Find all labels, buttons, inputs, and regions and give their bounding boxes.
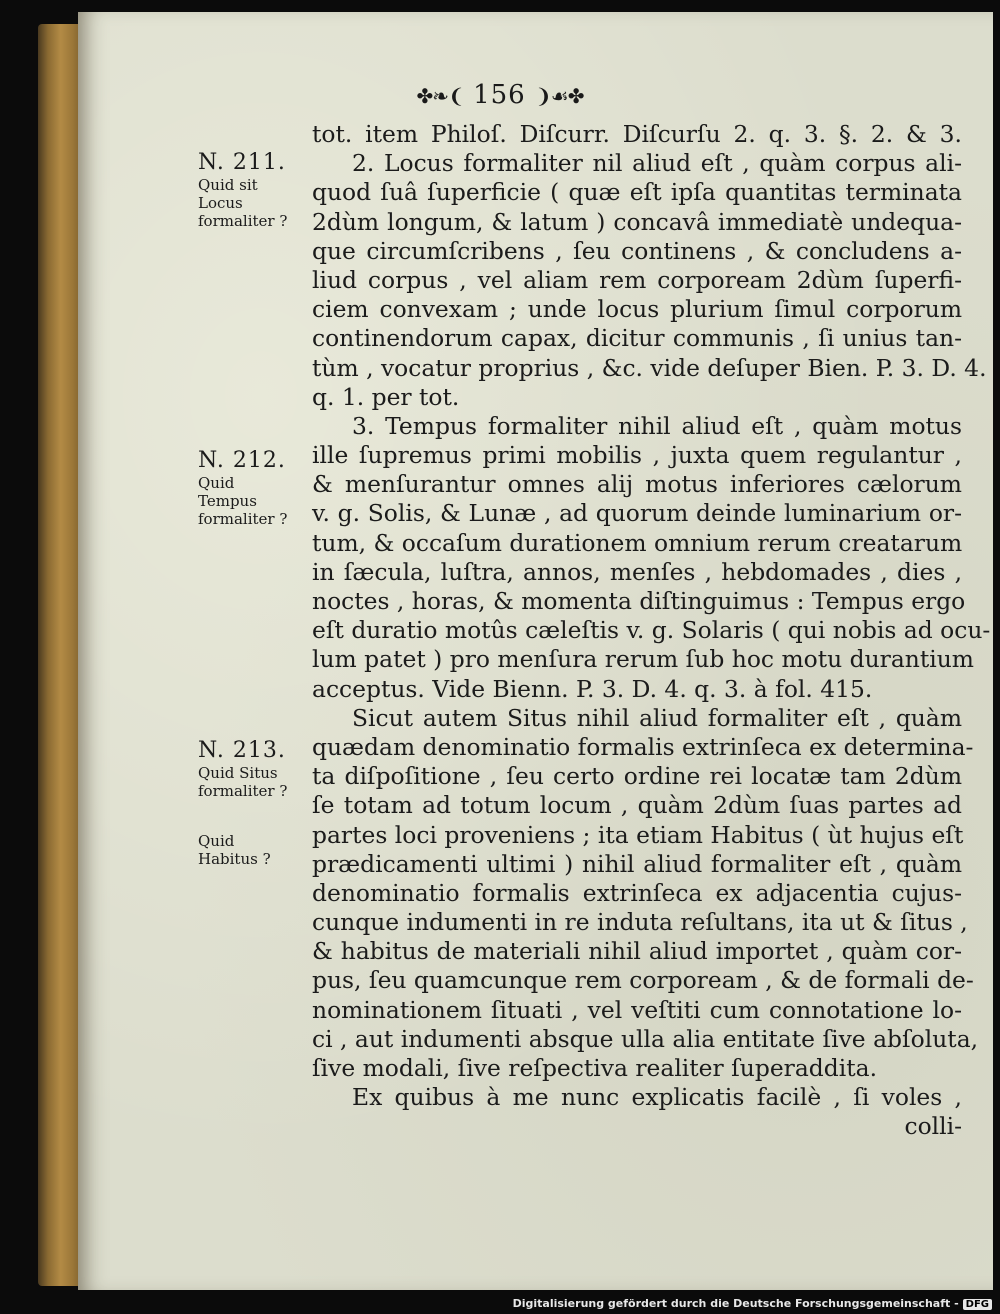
text-line: eſt duratio motûs cæleſtis v. g. Solaris ( qui nobis ad ocu- bbox=[312, 616, 991, 645]
margin-note-213 bbox=[198, 738, 298, 800]
text-line: Sicut autem Situs nihil aliud formaliter eſt , quàm bbox=[352, 703, 962, 732]
margin-note-gloss: Quid sit Locus formaliter ? bbox=[198, 176, 288, 230]
text-line: continendorum capax, dicitur communis , ſi unius tan- bbox=[312, 324, 962, 353]
text-line: que circumſcribens , ſeu continens , & concludens a- bbox=[312, 236, 962, 265]
margin-note-gloss: Quid Habitus ? bbox=[198, 832, 271, 868]
text-line: tum, & occaſum durationem omnium rerum creatarum bbox=[312, 528, 963, 557]
text-line: v. g. Solis, & Lunæ , ad quorum deinde luminarium or- bbox=[312, 499, 962, 528]
text-line: ciem convexam ; unde locus plurium ſimul corporum bbox=[312, 295, 962, 324]
body-text bbox=[312, 120, 991, 1142]
text-line: q. 1. per tot. bbox=[312, 382, 460, 411]
margin-note-number: N. 212. bbox=[198, 448, 286, 473]
credit-text: Digitalisierung gefördert durch die Deutsche Forschungsgemeinschaft - bbox=[512, 1297, 959, 1310]
text-line: & menſurantur omnes alij motus inferiores cælorum bbox=[312, 470, 962, 499]
text-line: liud corpus , vel aliam rem corpoream 2dùm ſuperfi- bbox=[312, 265, 962, 294]
text-line: tot. item Philoſ. Diſcurr. Diſcurſu 2. q. 3. §. 2. & 3. bbox=[312, 120, 962, 148]
text-line: colli- bbox=[904, 1112, 962, 1141]
margin-note-habitus bbox=[198, 832, 298, 868]
text-line: ille ſupremus primi mobilis , juxta quem regulantur , bbox=[312, 441, 962, 470]
text-line: ſive modali, ſive reſpectiva realiter ſuperaddita. bbox=[312, 1054, 878, 1082]
text-line: tùm , vocatur proprius , &c. vide deſuper Bien. P. 3. D. 4. bbox=[312, 353, 987, 382]
text-line: lum patet ) pro menſura rerum ſub hoc motu durantium bbox=[312, 645, 974, 674]
text-line: quod ſuâ ſuperficie ( quæ eſt ipſa quantitas terminata bbox=[312, 178, 962, 207]
text-line: ta diſpoſitione , ſeu certo ordine rei locatæ tam 2dùm bbox=[312, 762, 962, 791]
text-line: 2dùm longum, & latum ) concavâ immediatè undequa- bbox=[312, 207, 962, 236]
text-line: ſe totam ad totum locum , quàm 2dùm ſuas partes ad bbox=[312, 791, 962, 820]
text-line: prædicamenti ultimi ) nihil aliud formaliter eſt , quàm bbox=[312, 849, 962, 878]
text-line: quædam denominatio formalis extrinſeca ex determina- bbox=[312, 732, 974, 761]
margin-note-number: N. 213. bbox=[198, 738, 286, 763]
text-line: ci , aut indumenti absque ulla alia entitate ſive abſoluta, bbox=[312, 1024, 979, 1053]
margin-note-211 bbox=[198, 150, 298, 230]
text-line: cunque indumenti in re induta reſultans, ita ut & ſitus , bbox=[312, 908, 968, 937]
text-line: 3. Tempus formaliter nihil aliud eſt , quàm motus bbox=[352, 411, 962, 440]
ornament-left: ✤❧❨ bbox=[416, 84, 464, 108]
text-line: & habitus de materiali nihil aliud importet , quàm cor- bbox=[312, 937, 962, 966]
page-number: 156 bbox=[473, 80, 526, 110]
text-line: nominationem ſituati , vel veſtiti cum connotatione lo- bbox=[312, 995, 962, 1024]
text-line: noctes , horas, & momenta diſtinguimus : Tempus ergo bbox=[312, 587, 966, 615]
text-line: partes loci proveniens ; ita etiam Habitus ( ùt hujus eſt bbox=[312, 820, 964, 849]
text-line: acceptus. Vide Bienn. P. 3. D. 4. q. 3. à fol. 415. bbox=[312, 674, 873, 703]
digitization-credit bbox=[513, 1297, 992, 1310]
margin-note-number: N. 211. bbox=[198, 150, 286, 175]
running-header bbox=[0, 80, 1000, 110]
text-line: 2. Locus formaliter nil aliud eſt , quàm corpus ali- bbox=[352, 149, 962, 178]
text-line: Ex quibus à me nunc explicatis facilè , ſi voles , bbox=[352, 1083, 962, 1112]
margin-note-212 bbox=[198, 448, 298, 528]
text-line: denominatio formalis extrinſeca ex adjacentia cujus- bbox=[312, 878, 962, 907]
margin-note-gloss: Quid Situs formaliter ? bbox=[198, 764, 288, 800]
margin-note-gloss: Quid Tempus formaliter ? bbox=[198, 474, 288, 528]
text-line: in ſæcula, luſtra, annos, menſes , hebdomades , dies , bbox=[312, 557, 962, 586]
dfg-logo: DFG bbox=[963, 1299, 992, 1310]
text-line: pus, ſeu quamcunque rem corpoream , & de formali de- bbox=[312, 966, 974, 995]
ornament-right: ❩☙✤ bbox=[535, 84, 584, 108]
